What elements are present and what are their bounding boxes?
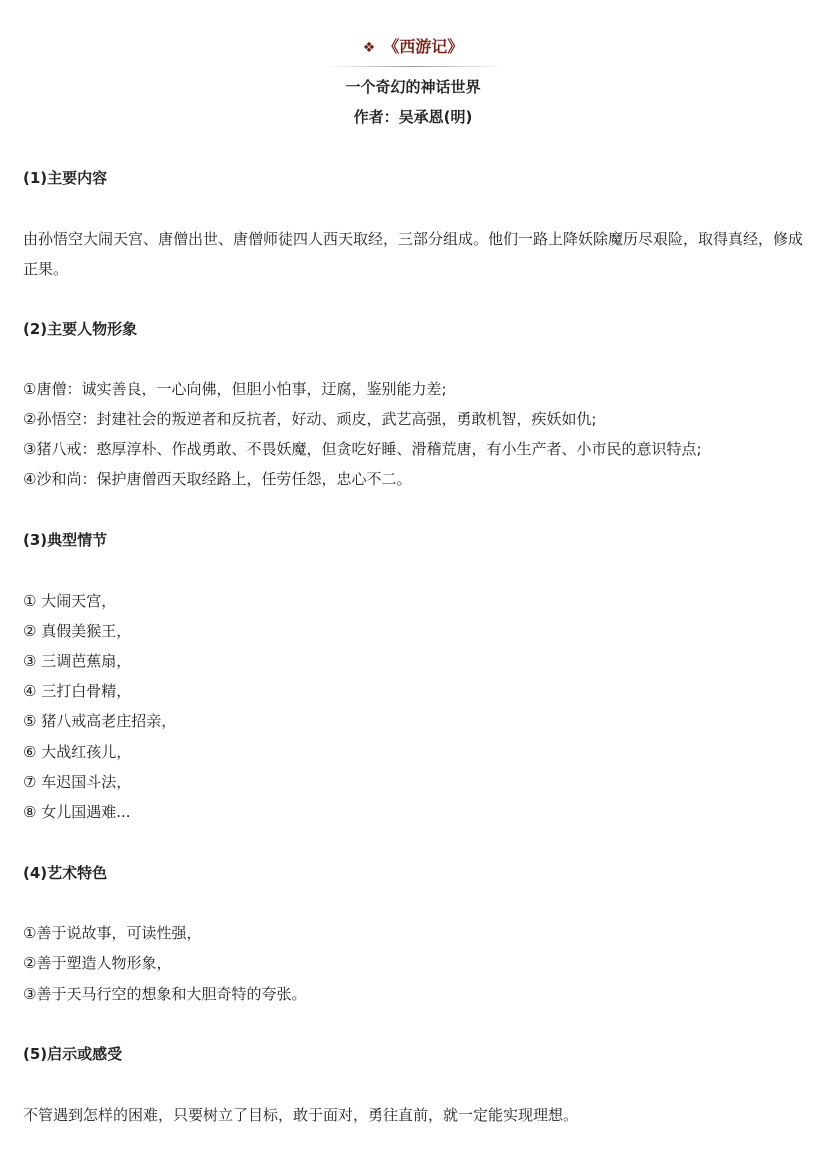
document-title [0, 35, 826, 60]
section-heading-main-content: (1)主要内容 [23, 169, 108, 187]
plot-item: ⑦ 车迟国斗法， [23, 773, 132, 791]
diamond-ornament-icon: ❖ [362, 40, 376, 56]
section-heading-characters: (2)主要人物形象 [23, 320, 138, 338]
book-subtitle: 一个奇幻的神话世界 [345, 78, 481, 96]
art-feature-item: ①善于说故事，可读性强， [23, 924, 202, 942]
section-heading-inspiration: (5)启示或感受 [23, 1045, 123, 1063]
art-feature-item: ②善于塑造人物形象， [23, 954, 172, 972]
art-feature-item: ③善于天马行空的想象和大胆奇特的夸张。 [23, 985, 307, 1003]
plot-item: ④ 三打白骨精， [23, 682, 132, 700]
character-item-sunwukong: ②孙悟空：封建社会的叛逆者和反抗者，好动、顽皮，武艺高强，勇敢机智，疾妖如仇; [23, 410, 597, 428]
main-content-paragraph: 由孙悟空大闹天宫、唐僧出世、唐僧师徒四人西天取经，三部分组成。他们一路上降妖除魔历尽艰险，取得真经，修成正果。 [23, 230, 804, 278]
character-item-tangseng: ①唐僧：诚实善良，一心向佛，但胆小怕事，迂腐，鉴别能力差; [23, 380, 447, 398]
plot-item: ⑤ 猪八戒高老庄招亲， [23, 712, 177, 730]
inspiration-paragraph: 不管遇到怎样的困难，只要树立了目标，敢于面对，勇往直前，就一定能实现理想。 [23, 1106, 579, 1124]
book-author: 作者：吴承恩(明) [353, 108, 473, 126]
plot-item: ③ 三调芭蕉扇， [23, 652, 132, 670]
title-divider [326, 66, 502, 67]
section-heading-plots: (3)典型情节 [23, 531, 108, 549]
plot-item: ① 大闹天宫， [23, 592, 117, 610]
plot-item: ② 真假美猴王， [23, 622, 132, 640]
character-item-zhubajie: ③猪八戒：憨厚淳朴、作战勇敢、不畏妖魔，但贪吃好睡、滑稽荒唐，有小生产者、小市民的意识特点; [23, 440, 702, 458]
plot-item: ⑧ 女儿国遇难... [23, 803, 131, 821]
section-heading-art: (4)艺术特色 [23, 864, 108, 882]
book-title: 《西游记》 [383, 37, 464, 56]
character-item-shaheshang: ④沙和尚：保护唐僧西天取经路上，任劳任怨，忠心不二。 [23, 470, 412, 488]
plot-item: ⑥ 大战红孩儿， [23, 743, 132, 761]
